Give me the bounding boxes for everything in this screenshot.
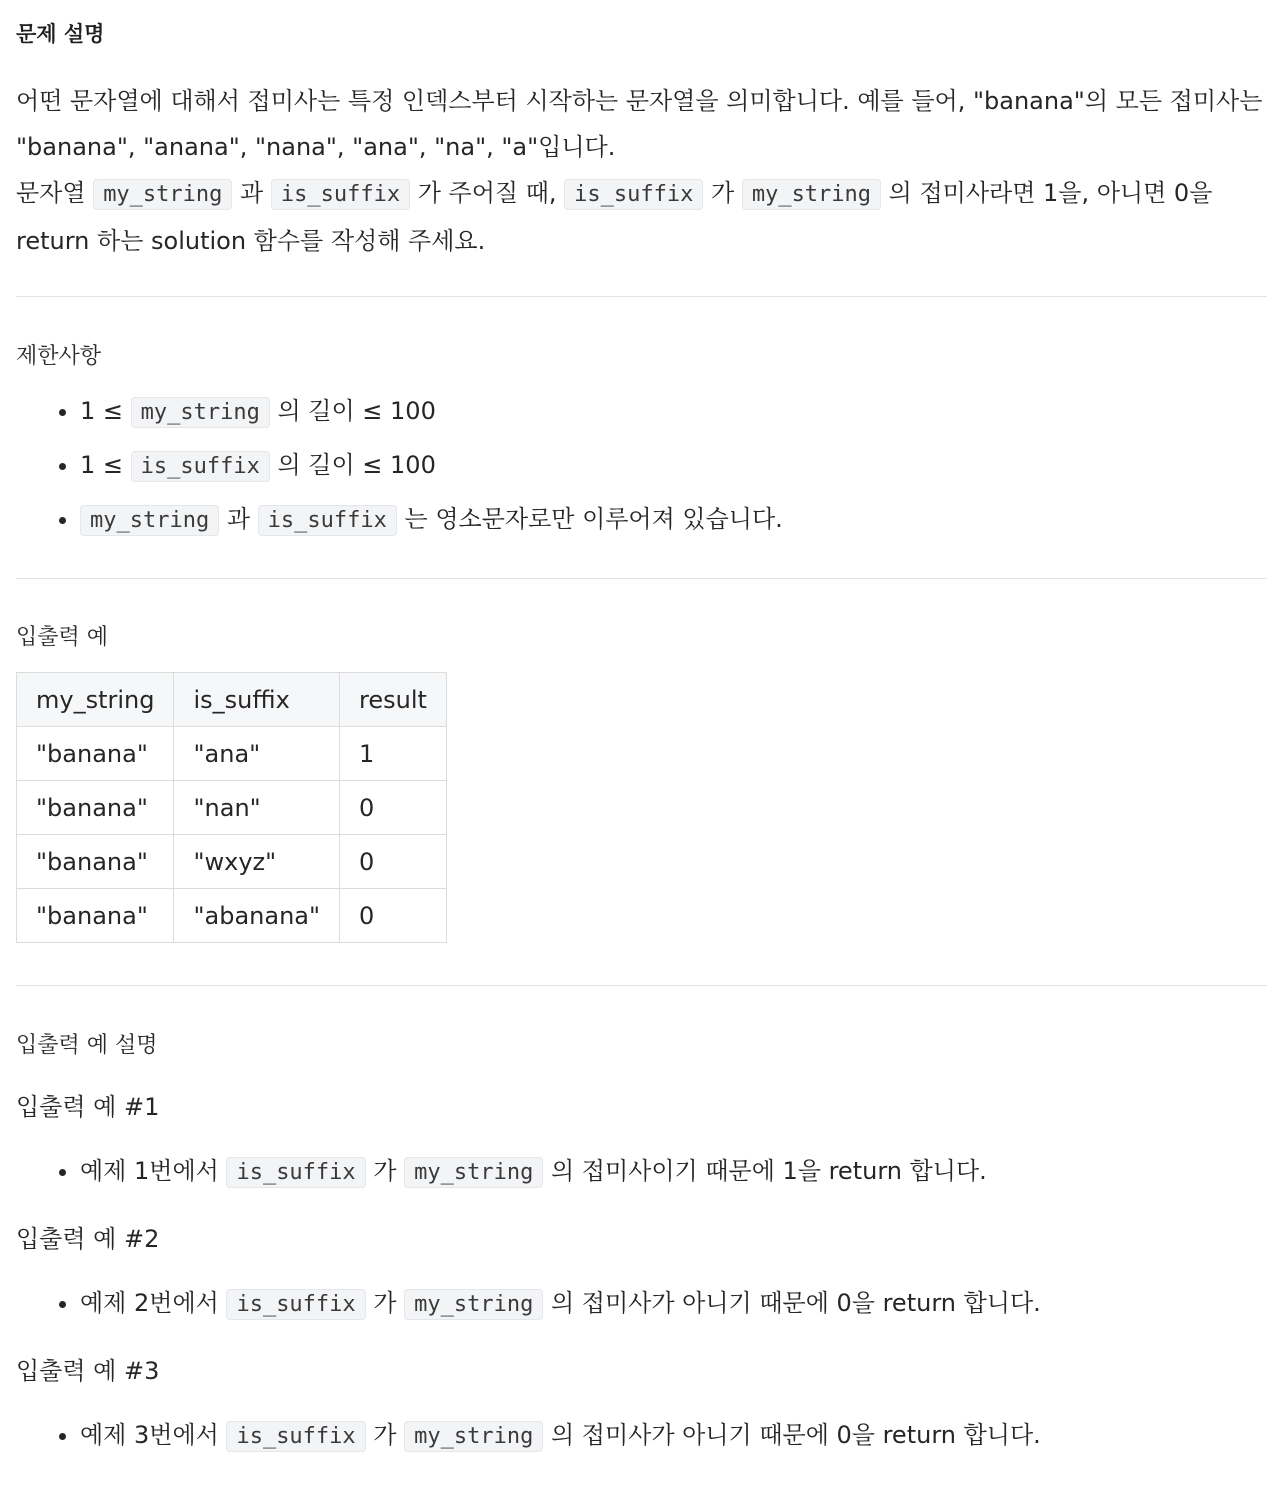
- table-cell: "ana": [174, 727, 340, 781]
- description-heading: 문제 설명: [16, 22, 105, 46]
- example-title: 입출력 예 #1: [16, 1093, 160, 1121]
- text-span: 가 주어질 때,: [410, 179, 565, 207]
- text-span: 과: [232, 179, 271, 207]
- examples-heading: 입출력 예: [16, 625, 109, 650]
- code-my-string: my_string: [80, 505, 219, 536]
- section-divider: [16, 296, 1267, 297]
- table-row: [17, 781, 447, 835]
- text-span: 의 길이 ≤ 100: [269, 451, 436, 479]
- constraint-item: [80, 438, 783, 492]
- table-cell: "banana": [17, 727, 174, 781]
- examples-table: [16, 672, 447, 943]
- table-header-row: [17, 673, 447, 727]
- explanation-item: [80, 1276, 1041, 1330]
- explanation-heading: 입출력 예 설명: [16, 1033, 158, 1058]
- column-header: result: [340, 673, 447, 727]
- example-explanation-list: [46, 1144, 987, 1198]
- description-line: return 하는 solution 함수를 작성해 주세요.: [16, 227, 486, 255]
- text-span: 의 접미사이기 때문에 1을 return 합니다.: [543, 1157, 987, 1185]
- table-cell: "banana": [17, 889, 174, 943]
- explanation-item: [80, 1144, 987, 1198]
- code-my-string: my_string: [742, 179, 881, 210]
- explanation-item: [80, 1408, 1041, 1462]
- table-cell: "abanana": [174, 889, 340, 943]
- table-row: [17, 727, 447, 781]
- text-span: 는 영소문자로만 이루어져 있습니다.: [396, 505, 783, 533]
- text-span: 1 ≤: [80, 397, 131, 425]
- table-cell: 0: [340, 781, 447, 835]
- text-span: 가: [365, 1421, 405, 1449]
- code-is-suffix: is_suffix: [226, 1289, 365, 1320]
- table-cell: 0: [340, 889, 447, 943]
- code-is-suffix: is_suffix: [226, 1157, 365, 1188]
- table-cell: 1: [340, 727, 447, 781]
- text-span: 과: [219, 505, 258, 533]
- constraint-item: [80, 492, 783, 546]
- table-cell: 0: [340, 835, 447, 889]
- code-my-string: my_string: [404, 1157, 543, 1188]
- text-span: 가: [703, 179, 742, 207]
- column-header: is_suffix: [174, 673, 340, 727]
- example-title: 입출력 예 #2: [16, 1225, 160, 1253]
- column-header: my_string: [17, 673, 174, 727]
- section-divider: [16, 578, 1267, 579]
- code-is-suffix: is_suffix: [271, 179, 410, 210]
- text-span: 예제 1번에서: [80, 1157, 227, 1185]
- code-is-suffix: is_suffix: [564, 179, 703, 210]
- text-span: 1 ≤: [80, 451, 131, 479]
- table-cell: "wxyz": [174, 835, 340, 889]
- text-span: 의 접미사가 아니기 때문에 0을 return 합니다.: [543, 1421, 1041, 1449]
- description-line: "banana", "anana", "nana", "ana", "na", "a"입니다.: [16, 133, 616, 161]
- example-title: 입출력 예 #3: [16, 1357, 160, 1385]
- text-span: 의 접미사가 아니기 때문에 0을 return 합니다.: [543, 1289, 1041, 1317]
- description-line: 어떤 문자열에 대해서 접미사는 특정 인덱스부터 시작하는 문자열을 의미합니다. 예를 들어, "banana"의 모든 접미사는: [16, 87, 1263, 115]
- text-span: 의 길이 ≤ 100: [269, 397, 436, 425]
- section-divider: [16, 985, 1267, 986]
- example-explanation-list: [46, 1408, 1041, 1462]
- table-cell: "banana": [17, 835, 174, 889]
- description-line: [16, 170, 1266, 218]
- code-my-string: my_string: [93, 179, 232, 210]
- table-cell: "nan": [174, 781, 340, 835]
- text-span: 의 접미사라면 1을, 아니면 0을: [881, 179, 1213, 207]
- code-is-suffix: is_suffix: [226, 1421, 365, 1452]
- table-cell: "banana": [17, 781, 174, 835]
- code-is-suffix: is_suffix: [258, 505, 397, 536]
- text-span: 문자열: [16, 179, 94, 207]
- table-row: [17, 889, 447, 943]
- description-text: [16, 78, 1266, 264]
- text-span: 예제 2번에서: [80, 1289, 227, 1317]
- text-span: 예제 3번에서: [80, 1421, 227, 1449]
- text-span: 가: [365, 1157, 405, 1185]
- code-my-string: my_string: [404, 1289, 543, 1320]
- constraints-list: [46, 384, 783, 546]
- constraints-heading: 제한사항: [16, 344, 102, 369]
- table-row: [17, 835, 447, 889]
- code-my-string: my_string: [404, 1421, 543, 1452]
- text-span: 가: [365, 1289, 405, 1317]
- code-my-string: my_string: [131, 397, 270, 428]
- example-explanation-list: [46, 1276, 1041, 1330]
- constraint-item: [80, 384, 783, 438]
- code-is-suffix: is_suffix: [131, 451, 270, 482]
